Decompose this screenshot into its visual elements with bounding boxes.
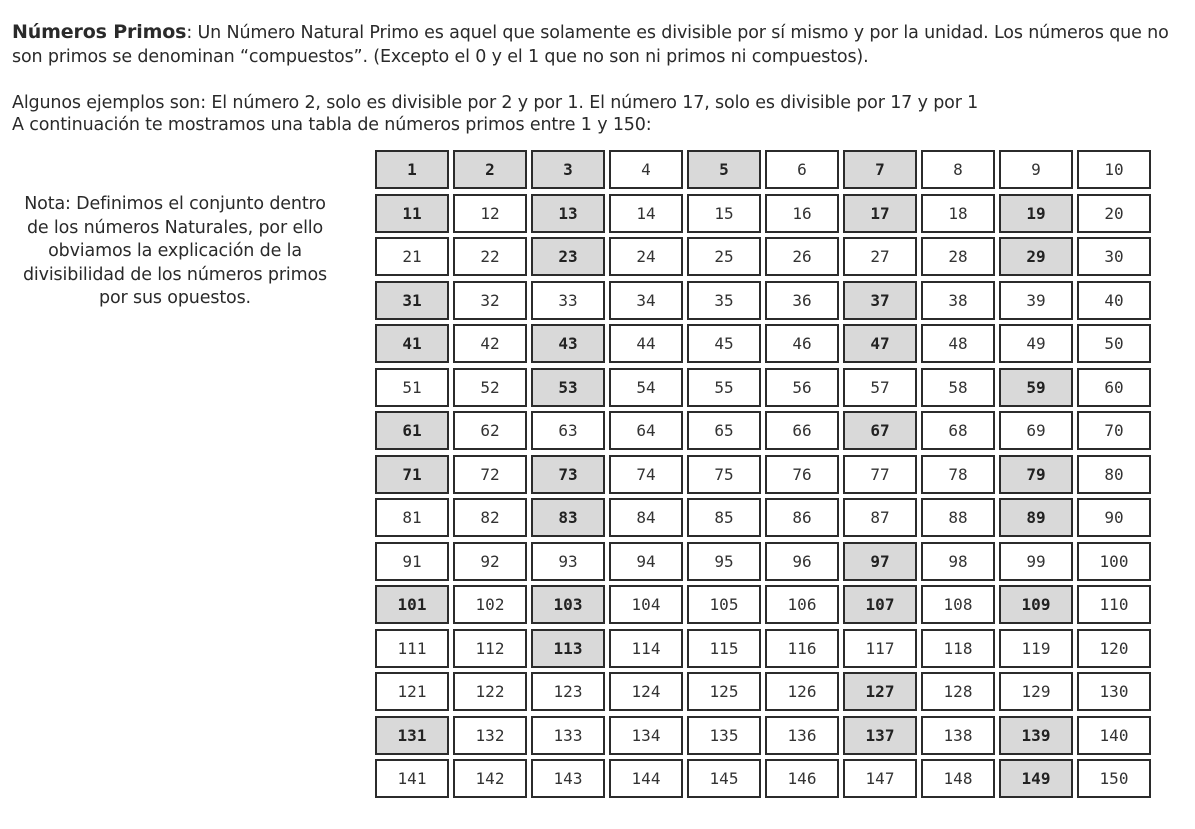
table-cell: 16 [765, 194, 839, 233]
table-cell: 85 [687, 498, 761, 537]
table-cell: 68 [921, 411, 995, 450]
table-cell: 147 [843, 759, 917, 798]
table-cell: 44 [609, 324, 683, 363]
table-cell-prime: 29 [999, 237, 1073, 276]
table-cell: 54 [609, 368, 683, 407]
table-cell-prime: 131 [375, 716, 449, 755]
table-cell: 18 [921, 194, 995, 233]
table-cell: 46 [765, 324, 839, 363]
table-cell: 76 [765, 455, 839, 494]
table-cell: 114 [609, 629, 683, 668]
table-cell: 117 [843, 629, 917, 668]
table-cell: 26 [765, 237, 839, 276]
table-cell: 111 [375, 629, 449, 668]
table-cell: 40 [1077, 281, 1151, 320]
table-cell-prime: 13 [531, 194, 605, 233]
table-cell: 30 [1077, 237, 1151, 276]
table-cell: 104 [609, 585, 683, 624]
table-cell-prime: 113 [531, 629, 605, 668]
table-cell-prime: 103 [531, 585, 605, 624]
table-cell: 130 [1077, 672, 1151, 711]
table-cell: 148 [921, 759, 995, 798]
table-cell: 66 [765, 411, 839, 450]
table-cell-prime: 2 [453, 150, 527, 189]
table-cell-prime: 59 [999, 368, 1073, 407]
table-cell: 64 [609, 411, 683, 450]
table-cell: 58 [921, 368, 995, 407]
table-cell: 4 [609, 150, 683, 189]
table-cell: 84 [609, 498, 683, 537]
table-cell: 134 [609, 716, 683, 755]
table-cell: 94 [609, 542, 683, 581]
table-cell-prime: 23 [531, 237, 605, 276]
table-cell: 121 [375, 672, 449, 711]
table-cell-prime: 139 [999, 716, 1073, 755]
table-cell: 133 [531, 716, 605, 755]
table-cell: 132 [453, 716, 527, 755]
table-cell-prime: 37 [843, 281, 917, 320]
table-cell-prime: 137 [843, 716, 917, 755]
table-cell: 102 [453, 585, 527, 624]
table-cell: 10 [1077, 150, 1151, 189]
table-cell: 62 [453, 411, 527, 450]
table-cell: 14 [609, 194, 683, 233]
table-cell: 100 [1077, 542, 1151, 581]
table-cell: 122 [453, 672, 527, 711]
table-cell-prime: 41 [375, 324, 449, 363]
table-cell: 140 [1077, 716, 1151, 755]
table-cell: 52 [453, 368, 527, 407]
table-cell: 42 [453, 324, 527, 363]
table-cell: 38 [921, 281, 995, 320]
table-cell: 60 [1077, 368, 1151, 407]
table-cell-prime: 67 [843, 411, 917, 450]
table-cell: 82 [453, 498, 527, 537]
table-cell: 28 [921, 237, 995, 276]
table-cell: 146 [765, 759, 839, 798]
table-cell: 36 [765, 281, 839, 320]
table-cell: 33 [531, 281, 605, 320]
intro-term: Números Primos [12, 21, 187, 43]
table-cell: 12 [453, 194, 527, 233]
table-cell: 51 [375, 368, 449, 407]
table-cell: 136 [765, 716, 839, 755]
table-cell-prime: 101 [375, 585, 449, 624]
table-cell: 138 [921, 716, 995, 755]
table-cell: 115 [687, 629, 761, 668]
intro-text: : Un Número Natural Primo es aquel que solamente es divisible por sí mismo y por la unidad. Los números que no son primos se denominan “compuestos”. (Excepto el 0 y el 1 que no son ni primos ni compuestos). [12, 23, 1169, 67]
table-cell: 141 [375, 759, 449, 798]
table-cell-prime: 97 [843, 542, 917, 581]
table-cell: 35 [687, 281, 761, 320]
table-cell: 77 [843, 455, 917, 494]
table-cell: 34 [609, 281, 683, 320]
table-cell: 126 [765, 672, 839, 711]
table-cell-prime: 71 [375, 455, 449, 494]
table-cell-prime: 3 [531, 150, 605, 189]
table-cell: 48 [921, 324, 995, 363]
table-cell: 70 [1077, 411, 1151, 450]
table-cell: 108 [921, 585, 995, 624]
table-cell-prime: 127 [843, 672, 917, 711]
prime-numbers-table [375, 150, 1151, 798]
table-cell: 110 [1077, 585, 1151, 624]
table-cell-prime: 11 [375, 194, 449, 233]
table-cell: 93 [531, 542, 605, 581]
table-cell: 143 [531, 759, 605, 798]
table-cell-prime: 43 [531, 324, 605, 363]
table-cell: 49 [999, 324, 1073, 363]
table-cell: 96 [765, 542, 839, 581]
table-cell: 87 [843, 498, 917, 537]
table-cell: 63 [531, 411, 605, 450]
table-cell: 75 [687, 455, 761, 494]
intro-paragraph [12, 20, 1187, 69]
table-cell: 39 [999, 281, 1073, 320]
table-cell: 145 [687, 759, 761, 798]
table-cell: 118 [921, 629, 995, 668]
table-cell: 90 [1077, 498, 1151, 537]
table-cell: 72 [453, 455, 527, 494]
table-cell-prime: 19 [999, 194, 1073, 233]
examples-line-2: A continuación te mostramos una tabla de números primos entre 1 y 150: [12, 115, 652, 135]
table-cell-prime: 7 [843, 150, 917, 189]
table-cell: 95 [687, 542, 761, 581]
table-cell: 69 [999, 411, 1073, 450]
table-cell: 80 [1077, 455, 1151, 494]
table-cell: 25 [687, 237, 761, 276]
table-cell-prime: 1 [375, 150, 449, 189]
table-cell: 135 [687, 716, 761, 755]
table-cell-prime: 149 [999, 759, 1073, 798]
table-cell: 22 [453, 237, 527, 276]
table-cell: 144 [609, 759, 683, 798]
table-cell: 129 [999, 672, 1073, 711]
table-cell: 81 [375, 498, 449, 537]
note-text: Nota: Definimos el conjunto dentro de los números Naturales, por ello obviamos la explicación de la divisibilidad de los números primos por sus opuestos. [22, 194, 328, 308]
table-cell: 142 [453, 759, 527, 798]
table-cell: 88 [921, 498, 995, 537]
table-cell: 24 [609, 237, 683, 276]
table-cell: 56 [765, 368, 839, 407]
table-cell: 92 [453, 542, 527, 581]
table-cell: 74 [609, 455, 683, 494]
table-cell: 6 [765, 150, 839, 189]
table-cell: 91 [375, 542, 449, 581]
examples-paragraph [12, 92, 1187, 136]
table-cell: 8 [921, 150, 995, 189]
table-cell: 125 [687, 672, 761, 711]
table-cell: 21 [375, 237, 449, 276]
examples-line-1: Algunos ejemplos son: El número 2, solo es divisible por 2 y por 1. El número 17, solo es divisible por 17 y por 1 [12, 93, 979, 113]
table-cell-prime: 61 [375, 411, 449, 450]
table-cell: 98 [921, 542, 995, 581]
table-cell-prime: 79 [999, 455, 1073, 494]
table-cell: 119 [999, 629, 1073, 668]
table-cell-prime: 5 [687, 150, 761, 189]
table-cell: 55 [687, 368, 761, 407]
table-cell: 150 [1077, 759, 1151, 798]
table-cell: 27 [843, 237, 917, 276]
table-cell-prime: 31 [375, 281, 449, 320]
table-cell-prime: 109 [999, 585, 1073, 624]
table-cell-prime: 83 [531, 498, 605, 537]
table-cell: 15 [687, 194, 761, 233]
table-cell: 86 [765, 498, 839, 537]
table-cell: 65 [687, 411, 761, 450]
table-cell: 57 [843, 368, 917, 407]
table-cell: 20 [1077, 194, 1151, 233]
table-cell: 78 [921, 455, 995, 494]
table-cell: 45 [687, 324, 761, 363]
table-cell: 99 [999, 542, 1073, 581]
table-cell-prime: 53 [531, 368, 605, 407]
table-cell: 124 [609, 672, 683, 711]
table-cell-prime: 47 [843, 324, 917, 363]
table-cell: 116 [765, 629, 839, 668]
table-cell: 112 [453, 629, 527, 668]
table-cell-prime: 89 [999, 498, 1073, 537]
table-cell: 32 [453, 281, 527, 320]
table-cell: 128 [921, 672, 995, 711]
table-cell: 123 [531, 672, 605, 711]
table-cell: 9 [999, 150, 1073, 189]
table-cell-prime: 107 [843, 585, 917, 624]
table-cell: 50 [1077, 324, 1151, 363]
table-cell-prime: 73 [531, 455, 605, 494]
table-cell: 120 [1077, 629, 1151, 668]
table-cell: 106 [765, 585, 839, 624]
table-cell: 105 [687, 585, 761, 624]
table-cell-prime: 17 [843, 194, 917, 233]
